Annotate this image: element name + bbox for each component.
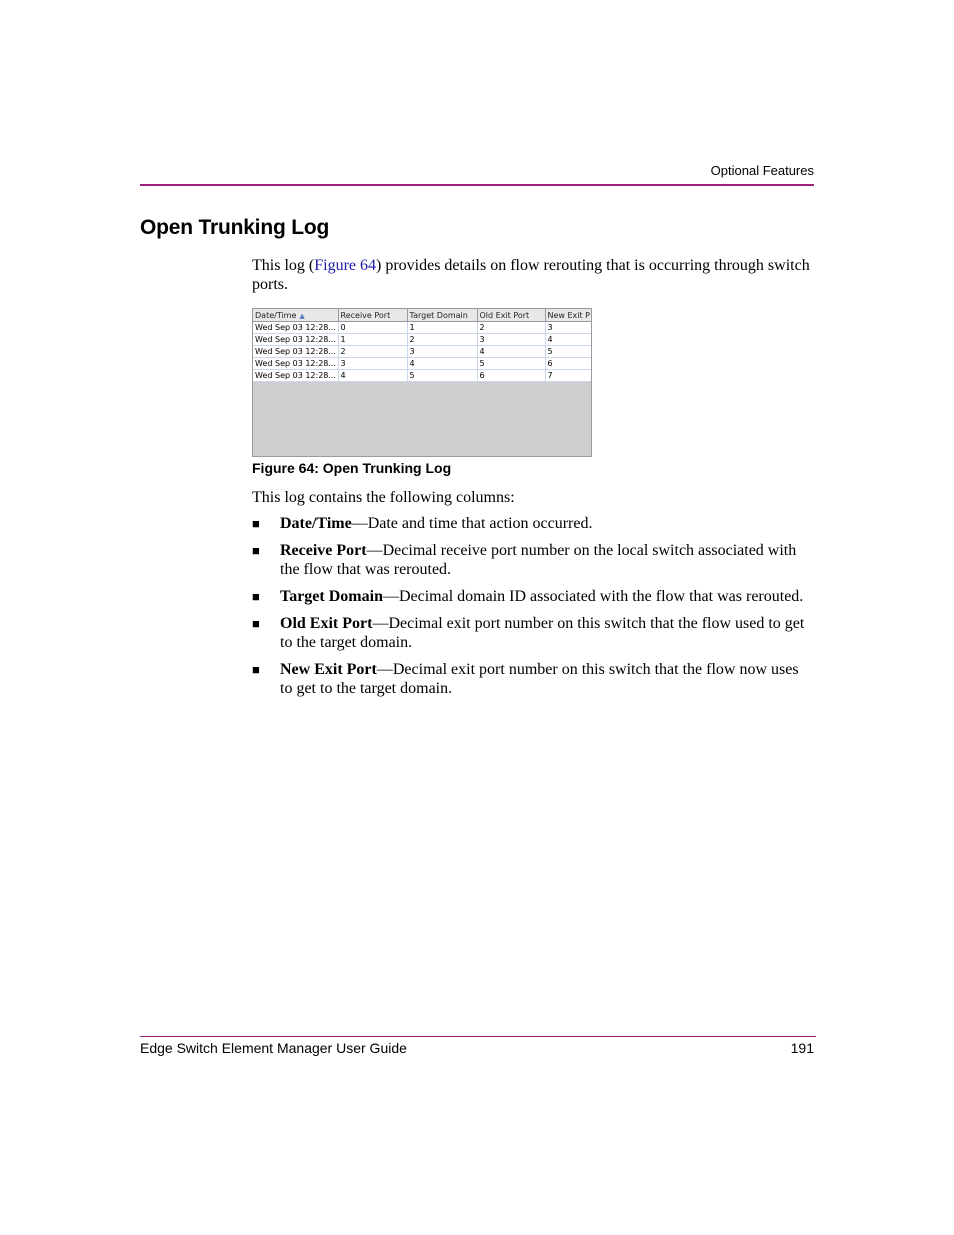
list-item xyxy=(252,614,814,652)
page-number: 191 xyxy=(790,1040,814,1056)
cell-old-exit-port: 4 xyxy=(477,346,545,358)
section-title: Open Trunking Log xyxy=(140,216,330,239)
cell-old-exit-port: 3 xyxy=(477,334,545,346)
definition-text: —Date and time that action occurred. xyxy=(351,515,593,532)
sort-ascending-icon: ▲ xyxy=(299,311,305,320)
footer-divider xyxy=(140,1036,816,1037)
definition-text: —Decimal exit port number on this switch that the flow now uses to get to the target domain. xyxy=(280,661,799,697)
table-row[interactable] xyxy=(253,358,591,370)
square-bullet-icon: ■ xyxy=(252,543,260,558)
square-bullet-icon: ■ xyxy=(252,589,260,604)
list-item xyxy=(252,514,814,533)
definition-term: New Exit Port xyxy=(280,661,377,678)
cell-receive-port: 0 xyxy=(338,322,407,334)
square-bullet-icon: ■ xyxy=(252,616,260,631)
square-bullet-icon: ■ xyxy=(252,516,260,531)
definition-text: —Decimal domain ID associated with the flow that was rerouted. xyxy=(382,588,804,605)
cell-new-exit-port: 5 xyxy=(545,346,591,358)
cell-receive-port: 3 xyxy=(338,358,407,370)
definition-text: —Decimal receive port number on the local switch associated with the flow that was rerouted. xyxy=(280,542,797,578)
cell-target-domain: 2 xyxy=(407,334,477,346)
footer-guide-title: Edge Switch Element Manager User Guide xyxy=(140,1040,407,1056)
definition-text: —Decimal exit port number on this switch that the flow used to get to the target domain. xyxy=(280,615,805,651)
cell-date-time: Wed Sep 03 12:28... xyxy=(255,371,337,380)
figure-link[interactable]: Figure 64 xyxy=(314,257,376,274)
square-bullet-icon: ■ xyxy=(252,662,260,677)
definition-term: Old Exit Port xyxy=(280,615,373,632)
column-header-old-exit-port[interactable]: Old Exit Port xyxy=(477,309,545,322)
list-item xyxy=(252,541,814,579)
cell-old-exit-port: 6 xyxy=(477,370,545,382)
cell-target-domain: 4 xyxy=(407,358,477,370)
intro-text-after: ) provides details on flow rerouting that is occurring through switch ports. xyxy=(252,257,810,293)
column-header-new-exit-port[interactable]: New Exit P xyxy=(545,309,591,322)
table-row[interactable] xyxy=(253,370,591,382)
cell-receive-port: 2 xyxy=(338,346,407,358)
definition-term: Receive Port xyxy=(280,542,367,559)
column-definition-list xyxy=(252,514,814,706)
list-item xyxy=(252,587,814,606)
figure-caption: Figure 64: Open Trunking Log xyxy=(252,460,452,476)
cell-new-exit-port: 4 xyxy=(545,334,591,346)
cell-old-exit-port: 2 xyxy=(477,322,545,334)
cell-new-exit-port: 6 xyxy=(545,358,591,370)
intro-text-before: This log ( xyxy=(252,257,315,274)
cell-date-time: Wed Sep 03 12:28... xyxy=(255,335,337,344)
column-header-target-domain[interactable]: Target Domain xyxy=(407,309,477,322)
columns-intro: This log contains the following columns: xyxy=(252,489,515,506)
cell-receive-port: 4 xyxy=(338,370,407,382)
trunking-log-table xyxy=(253,309,592,382)
cell-new-exit-port: 3 xyxy=(545,322,591,334)
table-row[interactable] xyxy=(253,322,591,334)
table-row[interactable] xyxy=(253,334,591,346)
list-item xyxy=(252,660,814,698)
cell-old-exit-port: 5 xyxy=(477,358,545,370)
table-header-row xyxy=(253,309,591,322)
cell-target-domain: 5 xyxy=(407,370,477,382)
open-trunking-log-screenshot xyxy=(252,308,592,457)
cell-new-exit-port: 7 xyxy=(545,370,591,382)
column-header-date-time[interactable]: Date/Time ▲ xyxy=(253,309,338,322)
header-divider xyxy=(140,184,814,186)
cell-date-time: Wed Sep 03 12:28... xyxy=(255,323,337,332)
cell-target-domain: 1 xyxy=(407,322,477,334)
cell-target-domain: 3 xyxy=(407,346,477,358)
table-row[interactable] xyxy=(253,346,591,358)
cell-date-time: Wed Sep 03 12:28... xyxy=(255,347,337,356)
column-header-receive-port[interactable]: Receive Port xyxy=(338,309,407,322)
definition-term: Target Domain xyxy=(280,588,383,605)
cell-date-time: Wed Sep 03 12:28... xyxy=(255,359,337,368)
running-header: Optional Features xyxy=(710,163,814,178)
intro-paragraph xyxy=(252,256,814,294)
cell-receive-port: 1 xyxy=(338,334,407,346)
definition-term: Date/Time xyxy=(280,515,352,532)
